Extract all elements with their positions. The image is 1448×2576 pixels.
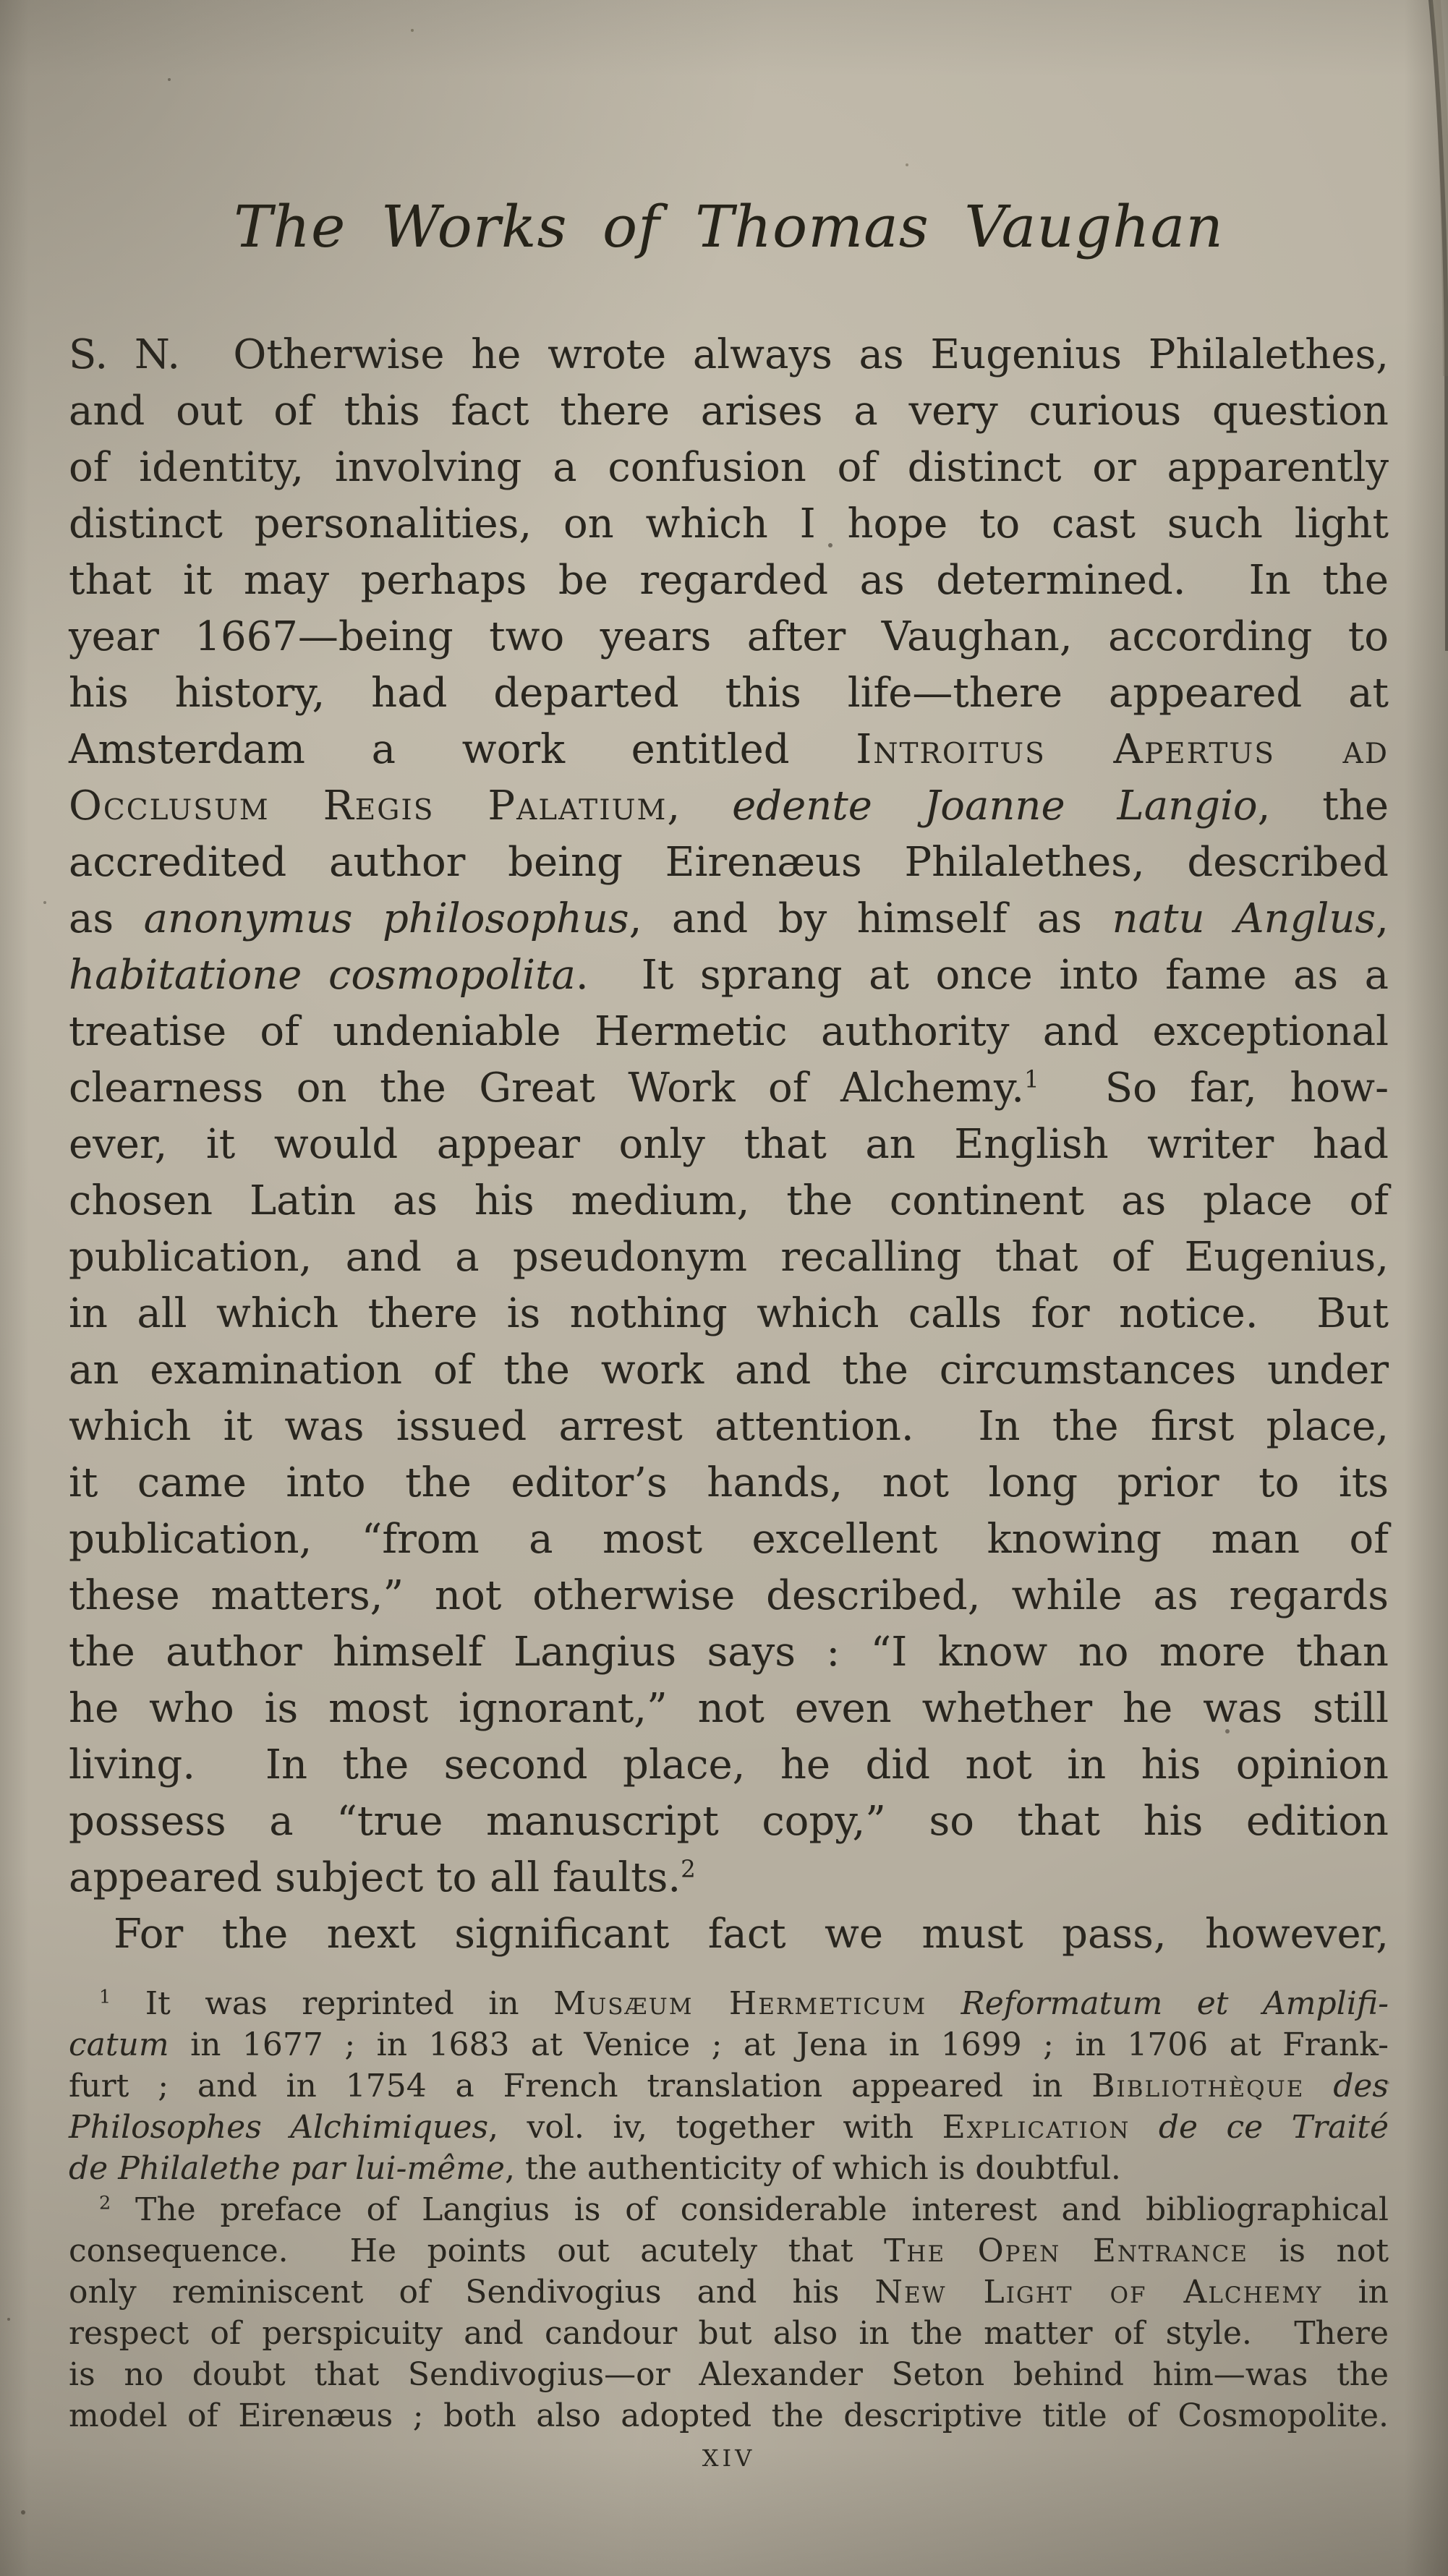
text-line: as anonymus philosophus, and by himself as natu Anglus, [69, 895, 1389, 942]
text-line: ever, it would appear only that an English writer had [69, 1121, 1389, 1168]
text-line: and out of this fact there arises a very curious question [69, 388, 1389, 435]
text-line: model of Eirenæus ; both also adopted the descriptive title of Cosmopolite. [69, 2397, 1389, 2434]
text-line: these matters,” not otherwise described, while as regards [69, 1572, 1389, 1619]
styled-text: The Open Entrance [884, 2232, 1248, 2269]
footnote-ref: 1 [99, 1986, 111, 2008]
text-line: publication, “from a most excellent knowing man of [69, 1516, 1389, 1563]
text-line: only reminiscent of Sendivogius and his New Light of Alchemy in [69, 2274, 1389, 2311]
page-title: The Works of Thomas Vaughan [234, 193, 1224, 260]
footnote-ref: 1 [1024, 1065, 1039, 1093]
text-line: an examination of the work and the circumstances under [69, 1347, 1389, 1394]
text-line: which it was issued arrest attention. In the first place, [69, 1403, 1389, 1450]
text-line: de Philalethe par lui-même, the authenticity of which is doubtful. [69, 2150, 1121, 2187]
text-line: living. In the second place, he did not in his opinion [69, 1741, 1389, 1788]
text-line: it came into the editor’s hands, not long prior to its [69, 1459, 1389, 1506]
main-text [69, 327, 1389, 1963]
text-line: clearness on the Great Work of Alchemy.$^1$ So far, how- [69, 1065, 1389, 1112]
styled-text: Introitus Apertus ad [856, 726, 1389, 773]
text-line: S. N. Otherwise he wrote always as Eugenius Philalethes, [69, 331, 1389, 378]
styled-text: de Philalethe par lui-même [69, 2150, 505, 2187]
text-line: consequence. He points out acutely that The Open Entrance is not [69, 2232, 1389, 2269]
paper-specks [0, 0, 3, 3]
text-line: catum in 1677 ; in 1683 at Venice ; at Jena in 1699 ; in 1706 at Frank- [69, 2026, 1389, 2063]
styled-text: Musæum Hermeticum [553, 1985, 927, 2022]
text-line: habitatione cosmopolita. It sprang at once into fame as a [69, 952, 1389, 999]
page-number: xiv [702, 2435, 756, 2474]
footnote-ref: 2 [681, 1855, 696, 1883]
styled-text: natu Anglus [1112, 895, 1376, 942]
text-line: the author himself Langius says : “I know no more than [69, 1629, 1389, 1676]
text-line: is no doubt that Sendivogius—or Alexander Seton behind him—was the [69, 2356, 1389, 2393]
text-line: possess a “true manuscript copy,” so that his edition [69, 1798, 1389, 1845]
styled-text: habitatione cosmopolita [69, 952, 576, 999]
styled-text: New Light of Alchemy [874, 2274, 1323, 2311]
text-line: year 1667—being two years after Vaughan, according to [69, 613, 1389, 660]
styled-text: Occlusum Regis Palatium [69, 782, 668, 829]
styled-text: des [1333, 2068, 1389, 2104]
text-line: accredited author being Eirenæus Philalethes, described [69, 839, 1389, 886]
footnotes [69, 1983, 1389, 2436]
footnote [69, 1983, 1389, 2189]
text-line: of identity, involving a confusion of distinct or apparently [69, 444, 1389, 491]
styled-text: Bibliothèque [1091, 2068, 1305, 2104]
styled-text: anonymus philosophus [143, 895, 629, 942]
text-line: in all which there is nothing which calls for notice. But [69, 1290, 1389, 1337]
footnote [69, 2189, 1389, 2436]
text-line: publication, and a pseudonym recalling that of Eugenius, [69, 1234, 1389, 1281]
text-line: his history, had departed this life—there appeared at [69, 670, 1389, 717]
text-line: that it may perhaps be regarded as determined. In the [69, 557, 1389, 604]
text-line: furt ; and in 1754 a French translation appeared in Bibliothèque des [69, 2068, 1389, 2104]
text-line: Occlusum Regis Palatium, edente Joanne Langio, the [69, 782, 1389, 829]
text-line: treatise of undeniable Hermetic authority and exceptional [69, 1008, 1389, 1055]
text-line: appeared subject to all faults.$^2$ [69, 1854, 696, 1901]
text-line: chosen Latin as his medium, the continent as place of [69, 1177, 1389, 1224]
styled-text: Reformatum et Amplifi- [961, 1985, 1389, 2022]
text-line: Philosophes Alchimiques, vol. iv, together with Explication de ce Traité [69, 2109, 1389, 2146]
text-line: respect of perspicuity and candour but also in the matter of style. There [69, 2315, 1389, 2352]
text-line: $^2$ The preface of Langius is of considerable interest and bibliographical [99, 2191, 1389, 2228]
paragraph [69, 1906, 1389, 1963]
text-line: Amsterdam a work entitled Introitus Apertus ad [69, 726, 1389, 773]
styled-text: edente Joanne Langio [732, 782, 1258, 829]
text-line: he who is most ignorant,” not even whether he was still [69, 1685, 1389, 1732]
footnote-ref: 2 [99, 2192, 111, 2214]
text-line: $^1$ It was reprinted in Musæum Hermeticum Reformatum et Amplifi- [99, 1985, 1389, 2022]
styled-text: de ce Traité [1158, 2109, 1389, 2146]
text-line: distinct personalities, on which I hope to cast such light [69, 500, 1389, 547]
styled-text: Explication [942, 2109, 1130, 2146]
text-line: For the next significant fact we must pass, however, [114, 1911, 1389, 1958]
paragraph [69, 327, 1389, 1906]
styled-text: catum [69, 2026, 169, 2063]
styled-text: Philosophes Alchimiques [69, 2109, 489, 2146]
